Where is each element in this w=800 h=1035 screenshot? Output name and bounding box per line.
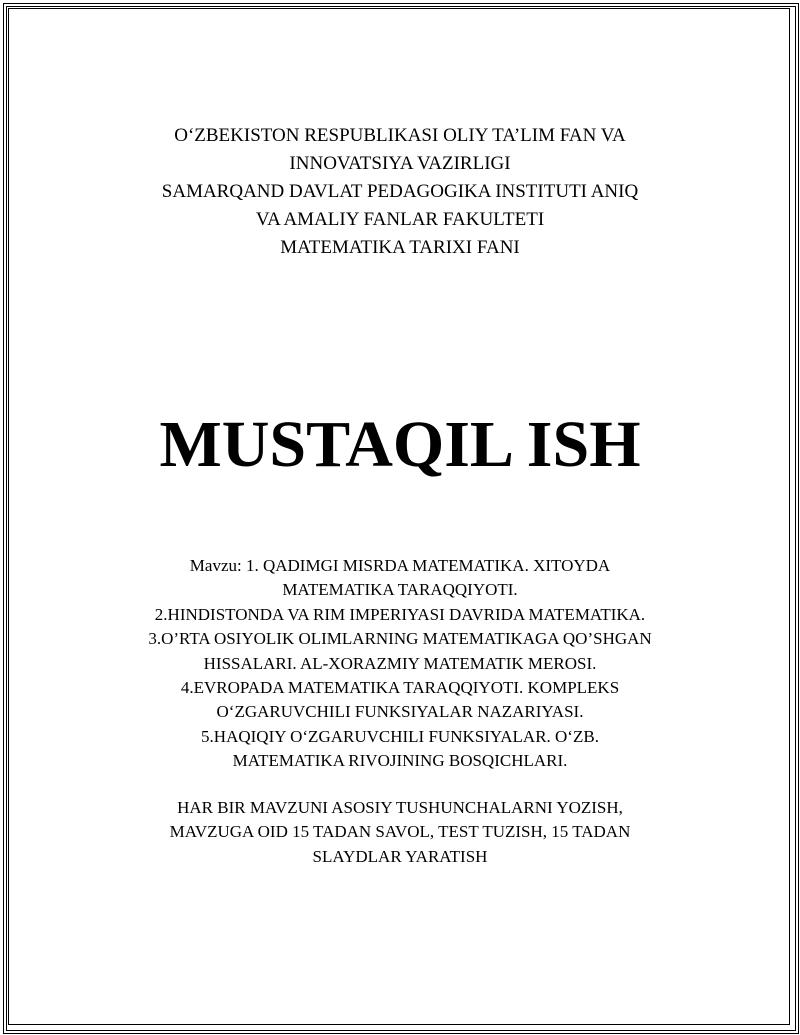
topic-line: Mavzu: 1. QADIMGI MISRDA MATEMATIKA. XITOYDA: [189, 556, 611, 575]
document-title: MUSTAQIL ISH: [159, 408, 641, 481]
header-line-ministry: O‘ZBEKISTON RESPUBLIKASI OLIY TA’LIM FAN VA: [174, 125, 626, 146]
topic-line: O‘ZGARUVCHILI FUNKSIYALAR NAZARIYASI.: [216, 702, 584, 722]
task-line: HAR BIR MAVZUNI ASOSIY TUSHUNCHALARNI YOZISH,: [177, 798, 623, 817]
header-line-institute: SAMARQAND DAVLAT PEDAGOGIKA INSTITUTI ANIQ: [161, 181, 639, 202]
institution-header: [0, 122, 800, 262]
topic-line: 3.O’RTA OSIYOLIK OLIMLARNING MATEMATIKAGA QO’SHGAN: [148, 629, 652, 649]
header-line-subject: MATEMATIKA TARIXI FANI: [280, 237, 520, 258]
topic-line: 2.HINDISTONDA VA RIM IMPERIYASI DAVRIDA MATEMATIKA.: [154, 604, 646, 624]
topic-line: MATEMATIKA TARAQQIYOTI.: [282, 580, 518, 600]
task-description: [0, 796, 800, 869]
topic-line: HISSALARI. AL-XORAZMIY MATEMATIK MEROSI.: [203, 653, 597, 673]
header-line-faculty: VA AMALIY FANLAR FAKULTETI: [255, 209, 545, 230]
topics-list: [0, 554, 800, 774]
task-line: MAVZUGA OID 15 TADAN SAVOL, TEST TUZISH, 15 TADAN: [169, 822, 631, 842]
topic-line: 5.HAQIQIY O‘ZGARUVCHILI FUNKSIYALAR. O‘ZB.: [201, 726, 599, 746]
task-line: SLAYDLAR YARATISH: [312, 846, 488, 866]
topic-line: MATEMATIKA RIVOJINING BOSQICHLARI.: [232, 751, 568, 771]
topic-line: 4.EVROPADA MATEMATIKA TARAQQIYOTI. KOMPLEKS: [180, 678, 620, 698]
header-line-ministry-cont: INNOVATSIYA VAZIRLIGI: [289, 153, 511, 174]
